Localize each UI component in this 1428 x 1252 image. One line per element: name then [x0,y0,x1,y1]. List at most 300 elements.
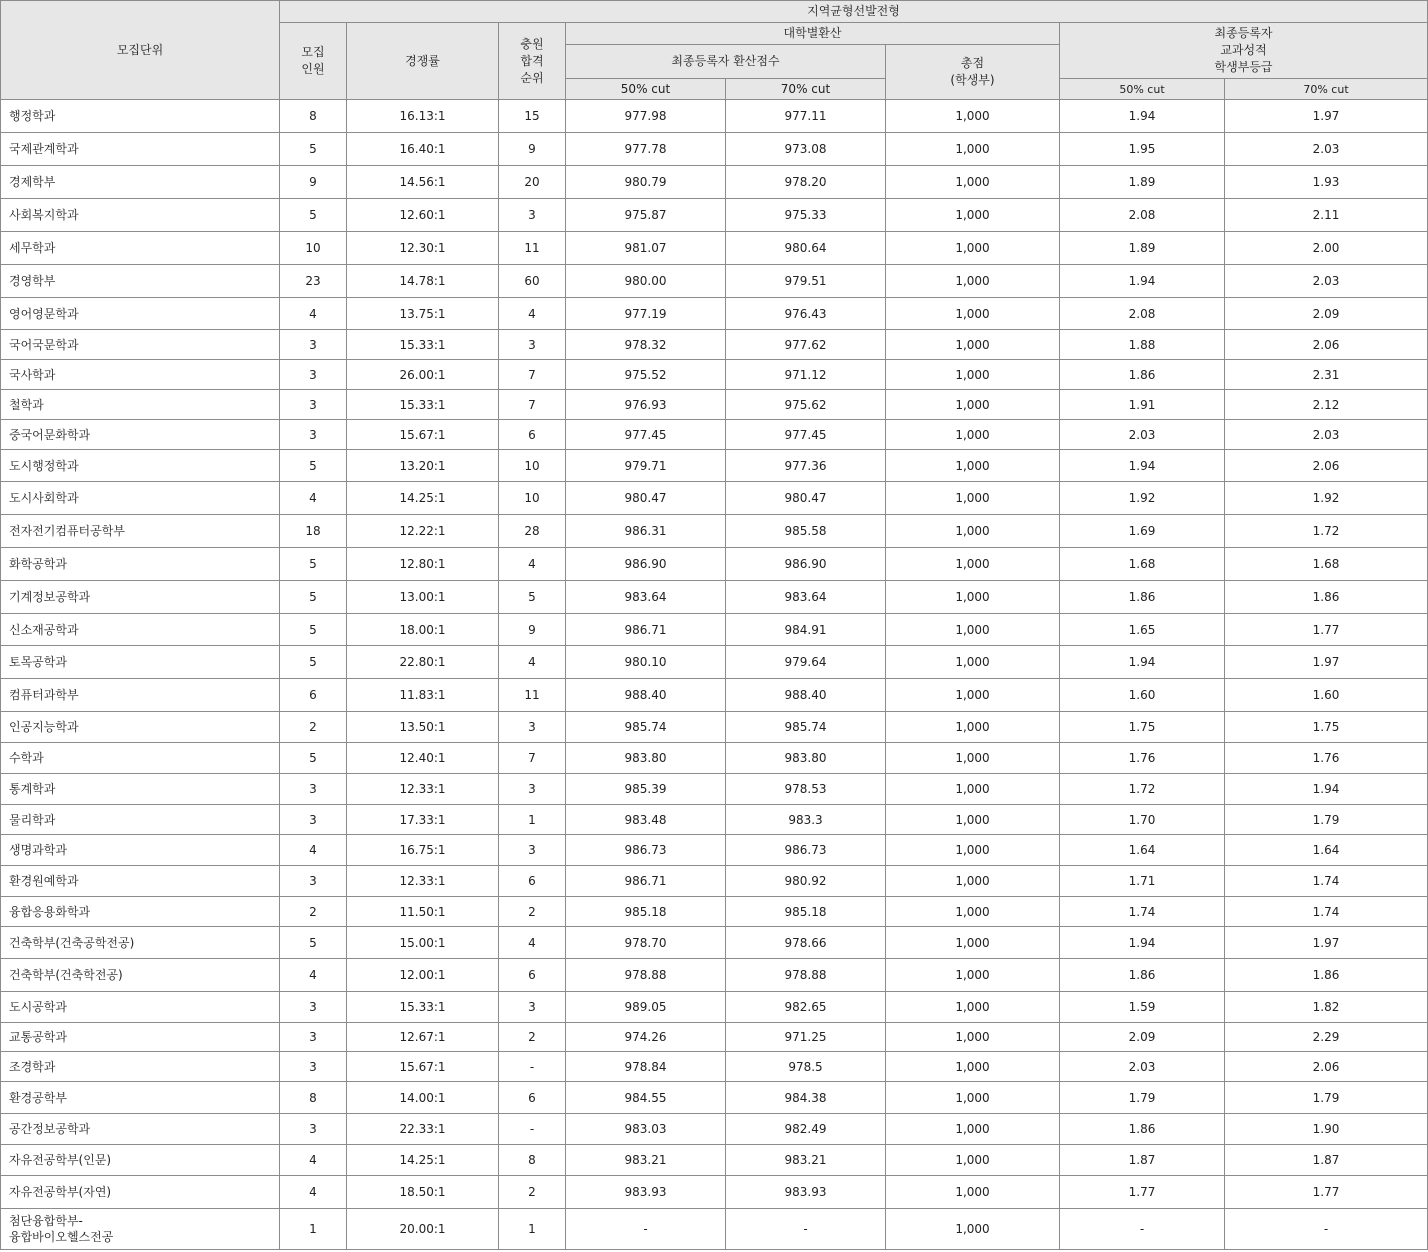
grade70-cell: 2.00 [1225,232,1428,265]
table-row [1,1052,1428,1082]
table-row [1,515,1428,548]
quota-cell: 3 [280,992,347,1023]
total-cell: 1,000 [886,1176,1060,1209]
quota-cell: 2 [280,897,347,927]
total-cell: 1,000 [886,646,1060,679]
score70-cell: 977.36 [726,450,886,482]
grade50-cell: 1.65 [1060,614,1225,646]
quota-cell: 3 [280,866,347,897]
score70-cell: 978.20 [726,166,886,199]
rank-cell: 10 [499,482,566,515]
score70-cell: 978.88 [726,959,886,992]
grade50-cell: 1.75 [1060,712,1225,743]
grade70-cell: 2.03 [1225,420,1428,450]
rank-cell: 10 [499,450,566,482]
header-track: 지역균형선발전형 [280,1,1428,23]
quota-cell: 2 [280,712,347,743]
grade50-cell: 1.60 [1060,679,1225,712]
unit-cell: 경영학부 [1,265,280,298]
table-row [1,360,1428,390]
header-unit: 모집단위 [1,1,280,100]
total-cell: 1,000 [886,712,1060,743]
quota-cell: 3 [280,774,347,805]
rank-cell: 6 [499,866,566,897]
rank-cell: 6 [499,420,566,450]
grade70-cell: 1.74 [1225,897,1428,927]
rank-cell: 28 [499,515,566,548]
table-row [1,614,1428,646]
rank-cell: 15 [499,100,566,133]
grade70-cell: 1.60 [1225,679,1428,712]
ratio-cell: 15.33:1 [347,330,499,360]
total-cell: 1,000 [886,548,1060,581]
score70-cell: 982.49 [726,1114,886,1145]
header-quota-line1: 모집 [301,45,325,59]
rank-cell: 60 [499,265,566,298]
grade70-cell: 2.03 [1225,265,1428,298]
score70-cell: 983.3 [726,805,886,835]
score70-cell: 985.58 [726,515,886,548]
rank-cell: 3 [499,330,566,360]
grade50-cell: 1.87 [1060,1145,1225,1176]
score50-cell: 977.78 [566,133,726,166]
total-cell: 1,000 [886,1114,1060,1145]
total-cell: 1,000 [886,1023,1060,1052]
grade50-cell: 1.86 [1060,581,1225,614]
total-cell: 1,000 [886,581,1060,614]
score50-cell: 989.05 [566,992,726,1023]
table-row [1,1145,1428,1176]
unit-cell: 건축학부(건축학전공) [1,959,280,992]
grade70-cell: 1.77 [1225,614,1428,646]
score50-cell: 978.88 [566,959,726,992]
rank-cell: 11 [499,679,566,712]
ratio-cell: 18.50:1 [347,1176,499,1209]
table-row [1,265,1428,298]
unit-cell: 교통공학과 [1,1023,280,1052]
score70-cell: 977.45 [726,420,886,450]
table-row [1,866,1428,897]
header-full-score [886,45,1060,100]
score50-cell: 975.52 [566,360,726,390]
score70-cell: 979.51 [726,265,886,298]
quota-cell: 5 [280,743,347,774]
table-row [1,1209,1428,1250]
grade50-cell: 1.89 [1060,232,1225,265]
score70-cell: 980.64 [726,232,886,265]
unit-cell: 경제학부 [1,166,280,199]
grade50-cell: 1.86 [1060,1114,1225,1145]
rank-cell: 9 [499,133,566,166]
table-row [1,166,1428,199]
ratio-cell: 14.78:1 [347,265,499,298]
unit-cell: 철학과 [1,390,280,420]
grade50-cell: 1.74 [1060,897,1225,927]
unit-cell: 화학공학과 [1,548,280,581]
header-final-grade-line1: 최종등록자 [1214,26,1273,40]
grade70-cell: 2.31 [1225,360,1428,390]
grade50-cell: 1.71 [1060,866,1225,897]
grade50-cell: 1.94 [1060,450,1225,482]
grade50-cell: 1.94 [1060,100,1225,133]
rank-cell: 11 [499,232,566,265]
rank-cell: 6 [499,959,566,992]
score70-cell: 978.5 [726,1052,886,1082]
score70-cell: 985.18 [726,897,886,927]
total-cell: 1,000 [886,959,1060,992]
rank-cell: 9 [499,614,566,646]
quota-cell: 5 [280,581,347,614]
quota-cell: 8 [280,100,347,133]
total-cell: 1,000 [886,420,1060,450]
quota-cell: 3 [280,1052,347,1082]
unit-cell: 신소재공학과 [1,614,280,646]
unit-cell: 사회복지학과 [1,199,280,232]
total-cell: 1,000 [886,614,1060,646]
rank-cell: 7 [499,360,566,390]
total-cell: 1,000 [886,166,1060,199]
quota-cell: 5 [280,646,347,679]
table-row [1,390,1428,420]
ratio-cell: 20.00:1 [347,1209,499,1250]
score50-cell: 985.74 [566,712,726,743]
ratio-cell: 18.00:1 [347,614,499,646]
unit-cell: 행정학과 [1,100,280,133]
table-row [1,133,1428,166]
rank-cell: - [499,1052,566,1082]
total-cell: 1,000 [886,805,1060,835]
score50-cell: 983.03 [566,1114,726,1145]
grade50-cell: 2.08 [1060,298,1225,330]
score50-cell: 977.19 [566,298,726,330]
header-score-cut70: 70% cut [726,79,886,100]
grade70-cell: 1.87 [1225,1145,1428,1176]
total-cell: 1,000 [886,866,1060,897]
total-cell: 1,000 [886,1082,1060,1114]
score70-cell: 980.92 [726,866,886,897]
unit-cell: 자유전공학부(자연) [1,1176,280,1209]
rank-cell: 3 [499,992,566,1023]
total-cell: 1,000 [886,1145,1060,1176]
grade70-cell: 1.97 [1225,646,1428,679]
score70-cell: 988.40 [726,679,886,712]
total-cell: 1,000 [886,1052,1060,1082]
score50-cell: 980.47 [566,482,726,515]
unit-cell: 중국어문화학과 [1,420,280,450]
unit-cell: 토목공학과 [1,646,280,679]
ratio-cell: 14.25:1 [347,482,499,515]
score50-cell: 986.73 [566,835,726,866]
unit-cell: 인공지능학과 [1,712,280,743]
score50-cell: 975.87 [566,199,726,232]
grade70-cell: 2.06 [1225,330,1428,360]
unit-cell: 조경학과 [1,1052,280,1082]
grade50-cell: 1.59 [1060,992,1225,1023]
quota-cell: 3 [280,360,347,390]
total-cell: 1,000 [886,100,1060,133]
total-cell: 1,000 [886,835,1060,866]
quota-cell: 4 [280,1176,347,1209]
total-cell: 1,000 [886,450,1060,482]
unit-cell: 생명과학과 [1,835,280,866]
grade50-cell: 1.69 [1060,515,1225,548]
score50-cell: 986.71 [566,866,726,897]
score50-cell: 978.70 [566,927,726,959]
ratio-cell: 12.00:1 [347,959,499,992]
ratio-cell: 15.67:1 [347,420,499,450]
header-univ-conversion: 대학별환산 [566,23,1060,45]
score70-cell: 971.25 [726,1023,886,1052]
quota-cell: 1 [280,1209,347,1250]
table-row [1,100,1428,133]
quota-cell: 3 [280,420,347,450]
score50-cell: 985.18 [566,897,726,927]
unit-cell: 건축학부(건축공학전공) [1,927,280,959]
score50-cell: 986.71 [566,614,726,646]
ratio-cell: 16.40:1 [347,133,499,166]
table-row [1,548,1428,581]
quota-cell: 4 [280,482,347,515]
unit-cell: 자유전공학부(인문) [1,1145,280,1176]
grade50-cell: 1.94 [1060,927,1225,959]
score70-cell: 986.90 [726,548,886,581]
rank-cell: 3 [499,199,566,232]
ratio-cell: 15.67:1 [347,1052,499,1082]
quota-cell: 8 [280,1082,347,1114]
total-cell: 1,000 [886,515,1060,548]
grade70-cell: 2.11 [1225,199,1428,232]
grade70-cell: 1.97 [1225,100,1428,133]
grade70-cell: 1.79 [1225,805,1428,835]
quota-cell: 5 [280,133,347,166]
score50-cell: 983.80 [566,743,726,774]
header-final-grade-line2: 교과성적 [1220,43,1267,57]
grade50-cell: 1.94 [1060,265,1225,298]
rank-cell: 4 [499,298,566,330]
header-final-grade [1060,23,1428,79]
total-cell: 1,000 [886,927,1060,959]
total-cell: 1,000 [886,992,1060,1023]
score50-cell: 977.45 [566,420,726,450]
score70-cell: 977.11 [726,100,886,133]
total-cell: 1,000 [886,774,1060,805]
table-row [1,420,1428,450]
grade50-cell: 1.95 [1060,133,1225,166]
quota-cell: 10 [280,232,347,265]
total-cell: 1,000 [886,199,1060,232]
ratio-cell: 14.56:1 [347,166,499,199]
grade70-cell: 1.68 [1225,548,1428,581]
ratio-cell: 12.30:1 [347,232,499,265]
ratio-cell: 12.33:1 [347,866,499,897]
unit-cell: 도시공학과 [1,992,280,1023]
table-row [1,450,1428,482]
ratio-cell: 12.40:1 [347,743,499,774]
ratio-cell: 13.75:1 [347,298,499,330]
total-cell: 1,000 [886,390,1060,420]
unit-cell: 융합응용화학과 [1,897,280,927]
grade50-cell: 2.09 [1060,1023,1225,1052]
ratio-cell: 22.33:1 [347,1114,499,1145]
score50-cell: 974.26 [566,1023,726,1052]
quota-cell: 5 [280,450,347,482]
grade70-cell: 1.97 [1225,927,1428,959]
quota-cell: 3 [280,1114,347,1145]
unit-cell: 전자전기컴퓨터공학부 [1,515,280,548]
rank-cell: 2 [499,1023,566,1052]
table-row [1,712,1428,743]
score50-cell: 981.07 [566,232,726,265]
score50-cell: - [566,1209,726,1250]
score70-cell: 976.43 [726,298,886,330]
score50-cell: 983.48 [566,805,726,835]
quota-cell: 5 [280,614,347,646]
quota-cell: 4 [280,959,347,992]
unit-cell: 도시사회학과 [1,482,280,515]
grade50-cell: 1.86 [1060,959,1225,992]
table-row [1,835,1428,866]
grade50-cell: 1.94 [1060,646,1225,679]
grade50-cell: - [1060,1209,1225,1250]
score70-cell: 983.93 [726,1176,886,1209]
table-row [1,992,1428,1023]
grade70-cell: 1.94 [1225,774,1428,805]
header-competition: 경쟁률 [347,23,499,100]
grade70-cell: 1.64 [1225,835,1428,866]
rank-cell: 5 [499,581,566,614]
quota-cell: 3 [280,390,347,420]
ratio-cell: 11.50:1 [347,897,499,927]
grade70-cell: 2.29 [1225,1023,1428,1052]
score50-cell: 988.40 [566,679,726,712]
ratio-cell: 15.33:1 [347,390,499,420]
grade70-cell: 1.86 [1225,959,1428,992]
total-cell: 1,000 [886,330,1060,360]
grade50-cell: 1.88 [1060,330,1225,360]
quota-cell: 3 [280,330,347,360]
score50-cell: 977.98 [566,100,726,133]
score50-cell: 983.93 [566,1176,726,1209]
unit-cell: 도시행정학과 [1,450,280,482]
score50-cell: 985.39 [566,774,726,805]
score70-cell: 983.64 [726,581,886,614]
header-quota-line2: 인원 [301,62,325,76]
score50-cell: 984.55 [566,1082,726,1114]
table-row [1,805,1428,835]
grade70-cell: 2.12 [1225,390,1428,420]
table-row [1,646,1428,679]
grade70-cell: 1.75 [1225,712,1428,743]
score70-cell: 977.62 [726,330,886,360]
score50-cell: 986.90 [566,548,726,581]
grade70-cell: 1.77 [1225,1176,1428,1209]
total-cell: 1,000 [886,743,1060,774]
ratio-cell: 12.60:1 [347,199,499,232]
score70-cell: 971.12 [726,360,886,390]
table-row [1,581,1428,614]
rank-cell: 1 [499,805,566,835]
quota-cell: 4 [280,1145,347,1176]
score50-cell: 986.31 [566,515,726,548]
header-quota [280,23,347,100]
score70-cell: 975.62 [726,390,886,420]
unit-cell: 국제관계학과 [1,133,280,166]
score70-cell: - [726,1209,886,1250]
header-extra-rank-line1: 충원 [520,36,544,51]
quota-cell: 5 [280,927,347,959]
total-cell: 1,000 [886,897,1060,927]
table-row [1,1114,1428,1145]
ratio-cell: 22.80:1 [347,646,499,679]
unit-cell: 영어영문학과 [1,298,280,330]
grade70-cell: - [1225,1209,1428,1250]
total-cell: 1,000 [886,679,1060,712]
grade70-cell: 1.92 [1225,482,1428,515]
total-cell: 1,000 [886,298,1060,330]
score70-cell: 983.80 [726,743,886,774]
total-cell: 1,000 [886,482,1060,515]
grade70-cell: 1.86 [1225,581,1428,614]
ratio-cell: 14.25:1 [347,1145,499,1176]
ratio-cell: 15.00:1 [347,927,499,959]
total-cell: 1,000 [886,1209,1060,1250]
grade70-cell: 2.09 [1225,298,1428,330]
rank-cell: 4 [499,646,566,679]
score70-cell: 980.47 [726,482,886,515]
header-full-score-line1: 총점 [960,56,985,70]
score50-cell: 976.93 [566,390,726,420]
table-row [1,927,1428,959]
grade70-cell: 1.82 [1225,992,1428,1023]
grade50-cell: 1.86 [1060,360,1225,390]
grade50-cell: 1.79 [1060,1082,1225,1114]
ratio-cell: 16.75:1 [347,835,499,866]
table-body [1,100,1428,1250]
total-cell: 1,000 [886,265,1060,298]
grade50-cell: 1.91 [1060,390,1225,420]
table-row [1,679,1428,712]
score50-cell: 980.10 [566,646,726,679]
score70-cell: 984.38 [726,1082,886,1114]
table-row [1,232,1428,265]
unit-cell: 컴퓨터과학부 [1,679,280,712]
grade50-cell: 1.76 [1060,743,1225,774]
unit-cell: 공간정보공학과 [1,1114,280,1145]
rank-cell: 2 [499,897,566,927]
ratio-cell: 12.33:1 [347,774,499,805]
score70-cell: 982.65 [726,992,886,1023]
table-row [1,1082,1428,1114]
table-row [1,199,1428,232]
quota-cell: 4 [280,298,347,330]
score50-cell: 980.79 [566,166,726,199]
ratio-cell: 11.83:1 [347,679,499,712]
quota-cell: 5 [280,199,347,232]
grade70-cell: 2.06 [1225,450,1428,482]
table-row [1,959,1428,992]
rank-cell: 1 [499,1209,566,1250]
table-row [1,1176,1428,1209]
ratio-cell: 15.33:1 [347,992,499,1023]
score70-cell: 978.53 [726,774,886,805]
unit-cell: 환경공학부 [1,1082,280,1114]
score70-cell: 973.08 [726,133,886,166]
grade70-cell: 1.79 [1225,1082,1428,1114]
score50-cell: 978.32 [566,330,726,360]
table-header [1,1,1428,100]
rank-cell: 3 [499,774,566,805]
rank-cell: 7 [499,743,566,774]
